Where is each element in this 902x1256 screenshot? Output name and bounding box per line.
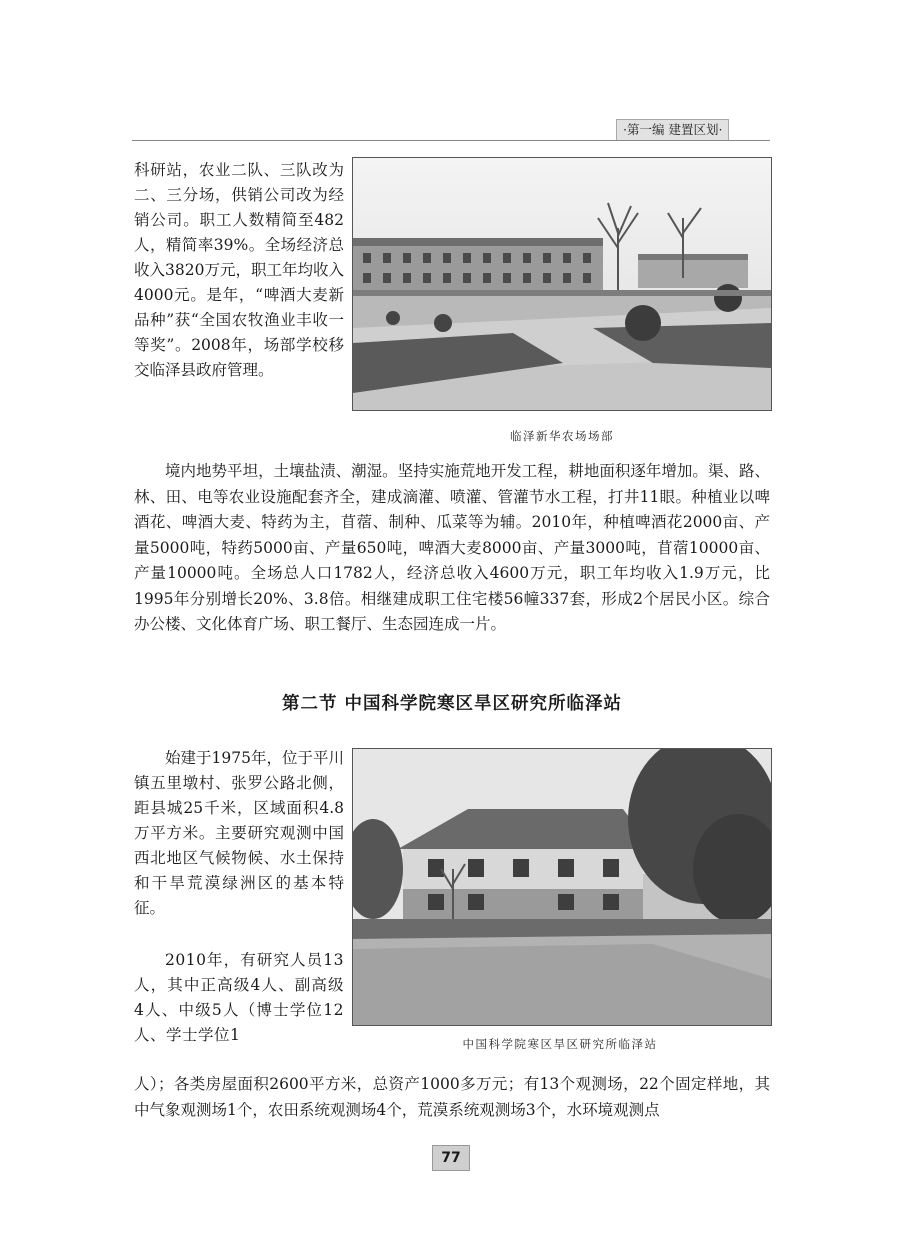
section-tag: ·第一编 建置区划· <box>616 119 729 141</box>
station-continuation-text: 人）；各类房屋面积2600平方米，总资产1000多万元；有13个观测场，22个固定样地，其中气象观测场1个，农田系统观测场4个，荒漠系统观测场3个，水环境观测点 <box>134 1075 770 1119</box>
station-photo-caption: 中国科学院寒区旱区研究所临泽站 <box>462 1037 658 1051</box>
station-staff-text: 2010年，有研究人员13人，其中正高级4人、副高级4人、中级5人（博士学位12人、学士学位1 <box>134 951 344 1044</box>
farm-headquarters-photo <box>352 157 772 411</box>
section-title: 第二节 中国科学院寒区旱区研究所临泽站 <box>281 694 623 714</box>
farm-history-text: 科研站，农业二队、三队改为二、三分场，供销公司改为经销公司。职工人数精简至482人，精简率39%。全场经济总收入3820万元，职工年均收入4000元。是年，“啤酒大麦新品种”获“全国农牧渔业丰收一等奖”。2008年，场部学校移交临泽县政府管理。 <box>134 161 344 379</box>
header-rule <box>132 140 770 141</box>
station-intro-text: 始建于1975年，位于平川镇五里墩村、张罗公路北侧，距县城25千米，区域面积4.8万平方米。主要研究观测中国西北地区气候物候、水土保持和干旱荒漠绿洲区的基本特征。 <box>134 749 344 917</box>
farm-photo-caption: 临泽新华农场场部 <box>510 429 614 443</box>
farm-overview-paragraph: 境内地势平坦，土壤盐渍、潮湿。坚持实施荒地开发工程，耕地面积逐年增加。渠、路、林、田、电等农业设施配套齐全，建成滴灌、喷灌、管灌节水工程，打井11眼。种植业以啤酒花、啤酒大麦、特药为主，苜蓿、制种、瓜菜等为辅。2010年，种植啤酒花2000亩、产量5000吨，特药5000亩、产量650吨，啤酒大麦8000亩、产量3000吨，苜蓿10000亩、产量10000吨。全场总人口1782人，经济总收入4600万元，职工年均收入1.9万元，比1995年分别增长20%、3.8倍。相继建成职工住宅楼56幢337套，形成2个居民小区。综合办公楼、文化体育广场、职工餐厅、生态园连成一片。 <box>134 462 770 633</box>
page-number: 77 <box>432 1145 470 1171</box>
research-station-photo <box>352 748 772 1026</box>
